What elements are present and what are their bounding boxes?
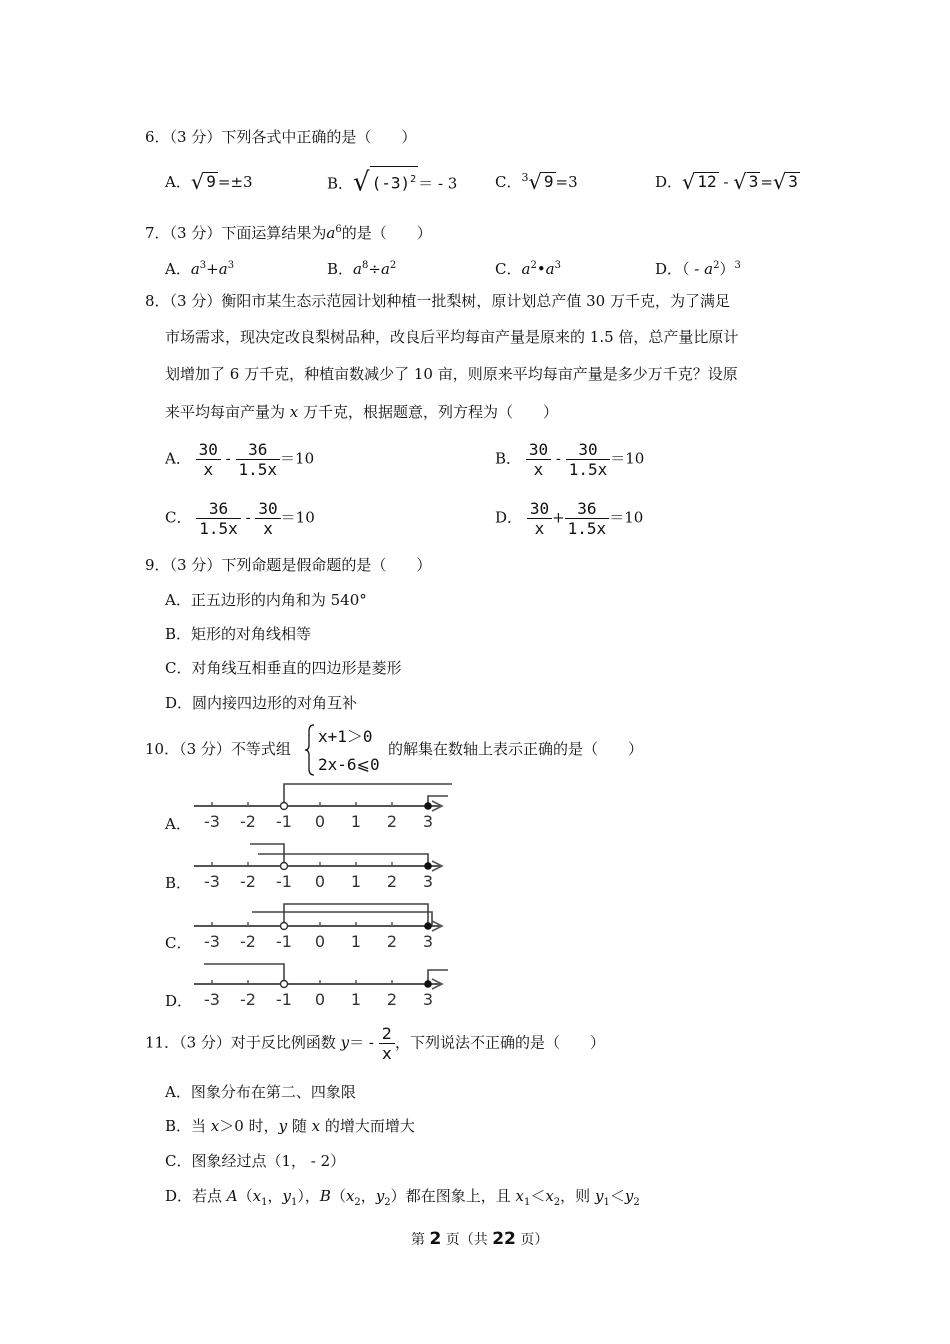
axis-tick-label: 0 xyxy=(314,990,326,1009)
closed-point xyxy=(424,980,432,988)
sqrt-icon: √ xyxy=(682,170,696,194)
axis-tick-label: -1 xyxy=(276,990,292,1009)
axis-tick-label: -3 xyxy=(204,932,220,951)
axis-tick-label: -1 xyxy=(276,872,292,891)
axis-tick-label: 1 xyxy=(350,812,362,831)
axis-tick-label: 3 xyxy=(422,990,434,1009)
axis-tick-label: 2 xyxy=(386,932,398,951)
closed-point xyxy=(424,802,432,810)
axis-tick-label: -2 xyxy=(240,812,256,831)
sqrt-icon: √ xyxy=(733,170,747,194)
q10-inequality-2: 2x-6⩽0 xyxy=(318,755,380,774)
q9-option-d: D．圆内接四边形的对角互补 xyxy=(165,694,358,712)
closed-point xyxy=(424,922,432,930)
q8-option-b: B． $\frac{30}{x}$ - $\frac{30}{1.5x}$ ＝10 xyxy=(495,440,645,479)
axis-tick-label: 1 xyxy=(350,932,362,951)
open-point xyxy=(281,923,288,930)
open-point xyxy=(281,803,288,810)
open-point xyxy=(281,981,288,988)
axis-tick-label: -2 xyxy=(240,990,256,1009)
q11-stem: 11．（3 分）对于反比例函数 y＝ - $\frac{2}{x}$ ，下列说法不正确的是（ ） xyxy=(145,1024,605,1063)
q9-option-a: A．正五边形的内角和为 540° xyxy=(165,591,367,609)
axis-tick-label: -1 xyxy=(276,812,292,831)
page-footer: 第 2 页（共 22 页） xyxy=(411,1229,549,1249)
q7-option-a: A．$a^3+a^3$ xyxy=(165,260,235,278)
axis-tick-label: 0 xyxy=(314,932,326,951)
q7-option-c: C．$a^2•a^3$ xyxy=(495,260,561,278)
q6-option-d: D．√ 12 - √ 3 =√ 3 xyxy=(655,170,798,194)
q6-stem: 6．（3 分）下列各式中正确的是（ ） xyxy=(145,128,417,146)
axis-tick-label: 3 xyxy=(422,812,434,831)
axis-tick-label: -1 xyxy=(276,932,292,951)
q11-option-d: D．若点 $A(x_1$，$y_1$），$B(x_2$，$y_2$）都在图象上，且 $x_1<x_2$，则 $y_1<y_2$ xyxy=(165,1187,640,1208)
q9-option-c: C．对角线互相垂直的四边形是菱形 xyxy=(165,659,402,677)
axis-tick-label: 1 xyxy=(350,990,362,1009)
axis-tick-label: 2 xyxy=(386,812,398,831)
q11-option-c: C．图象经过点（1， - 2） xyxy=(165,1152,346,1170)
axis-tick-label: -3 xyxy=(204,990,220,1009)
q8-line-1: 8．（3 分）衡阳市某生态示范园计划种植一批梨树，原计划总产值 30 万千克，为了满足 xyxy=(145,292,730,310)
q10-option-b-label: B． xyxy=(165,874,192,892)
axis-tick-label: 2 xyxy=(386,872,398,891)
cube-root-icon: √ xyxy=(528,170,542,194)
q10-number-line-d xyxy=(190,956,460,1010)
solution-segment-outline xyxy=(252,912,432,926)
axis-tick-label: 2 xyxy=(386,990,398,1009)
solution-ray-left xyxy=(204,964,284,984)
axis-tick-label: -3 xyxy=(204,812,220,831)
sqrt-icon: √ xyxy=(190,170,205,194)
q10-number-line-c xyxy=(190,898,460,952)
q8-line-2: 市场需求，现决定改良梨树品种，改良后平均每亩产量是原来的 1.5 倍，总产量比原计 xyxy=(165,328,739,346)
axis-tick-label: 3 xyxy=(422,872,434,891)
axis-tick-label: 1 xyxy=(350,872,362,891)
q10-number-line-a xyxy=(190,778,460,832)
q10-stem-pre: 10．（3 分）不等式组 xyxy=(145,740,291,758)
q7-stem: 7．（3 分）下面运算结果为$a^6$的是（ ） xyxy=(145,224,432,242)
closed-point xyxy=(424,862,432,870)
q8-line-4: 来平均每亩产量为 x 万千克，根据题意，列方程为（ ） xyxy=(165,403,559,421)
q7-option-d: D．（ - $a^2)^3$ xyxy=(655,260,741,278)
axis-tick-label: 3 xyxy=(422,932,434,951)
q9-option-b: B．矩形的对角线相等 xyxy=(165,625,312,643)
axis-tick-label: -2 xyxy=(240,872,256,891)
axis-tick-label: -2 xyxy=(240,932,256,951)
q8-option-c: C． $\frac{36}{1.5x}$ - $\frac{30}{x}$ ＝10 xyxy=(165,499,315,538)
q10-option-d-label: D． xyxy=(165,992,193,1010)
q11-option-b: B．当 x＞0 时，y 随 x 的增大而增大 xyxy=(165,1117,415,1135)
axis-tick-label: 0 xyxy=(314,812,326,831)
q11-option-a: A．图象分布在第二、四象限 xyxy=(165,1083,356,1101)
q10-option-a-label: A． xyxy=(165,815,191,833)
sqrt-icon: √ xyxy=(772,170,787,194)
q8-option-d: D． $\frac{30}{x}$ + $\frac{36}{1.5x}$ ＝10 xyxy=(495,499,644,538)
q6-option-c: C．$^3$√ 9 =3 xyxy=(495,170,578,194)
axis-tick-label: -3 xyxy=(204,872,220,891)
axis-tick-label: 0 xyxy=(314,872,326,891)
q6-option-b: B．√ $(-3)^2$ ＝ - 3 xyxy=(327,167,458,198)
q8-option-a: A． $\frac{30}{x}$ - $\frac{36}{1.5x}$ ＝10 xyxy=(165,440,315,479)
q10-inequality-1: x+1＞0 xyxy=(318,727,373,746)
q7-option-b: B．$a^8\div a^2$ xyxy=(327,260,397,278)
q9-stem: 9．（3 分）下列命题是假命题的是（ ） xyxy=(145,556,432,574)
q10-number-line-b xyxy=(190,838,460,892)
q6-option-a: A．√ 9 =±3 xyxy=(165,170,253,194)
q8-line-3: 划增加了 6 万千克，种植亩数减少了 10 亩，则原来平均每亩产量是多少万千克？设原 xyxy=(165,365,738,383)
solution-ray-left xyxy=(250,844,284,866)
open-point xyxy=(281,863,288,870)
q10-option-c-label: C． xyxy=(165,934,192,952)
sqrt-icon: √ xyxy=(353,167,370,198)
q10-stem-post: 的解集在数轴上表示正确的是（ ） xyxy=(388,740,644,758)
left-brace-icon xyxy=(304,723,316,777)
